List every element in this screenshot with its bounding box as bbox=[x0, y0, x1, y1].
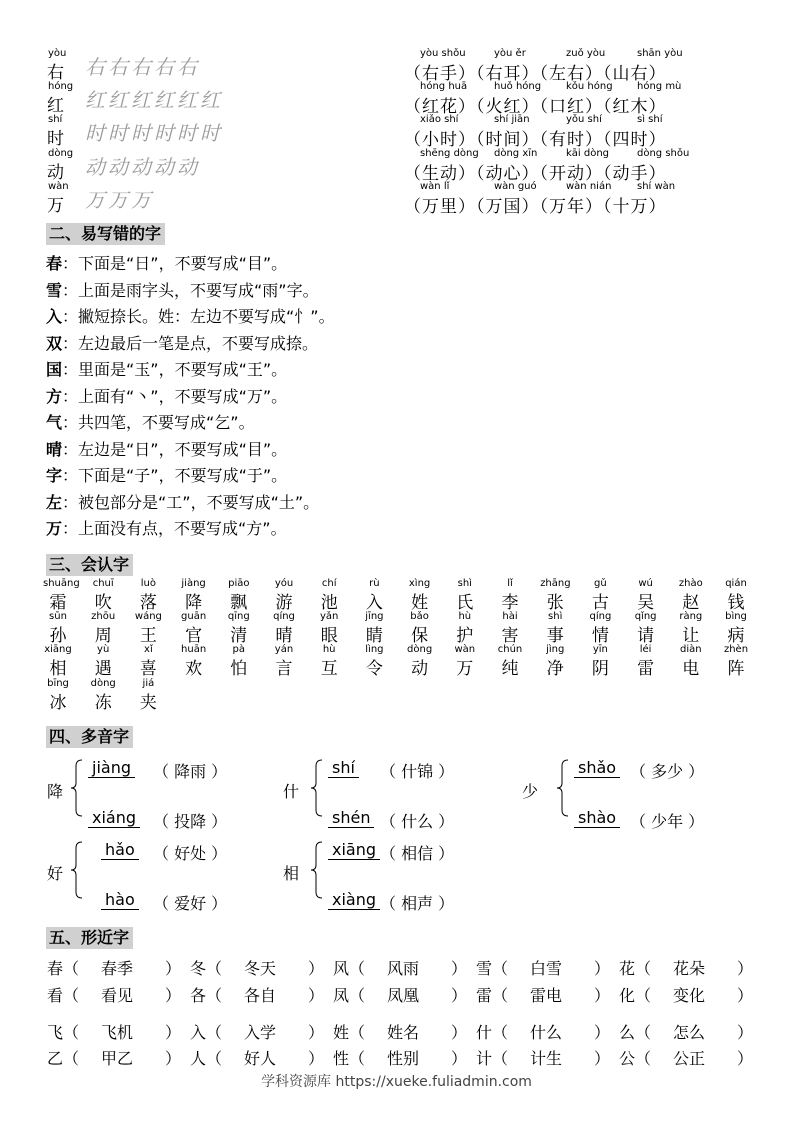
similar-close: ） bbox=[594, 959, 611, 978]
polyphonic-char: 相 bbox=[283, 864, 300, 883]
char-main: 动 bbox=[47, 163, 64, 183]
similar-close: ） bbox=[308, 1049, 325, 1068]
recognize-char: 池 bbox=[320, 593, 338, 613]
similar-close: ） bbox=[165, 986, 182, 1005]
recognize-char: 晴 bbox=[275, 626, 293, 646]
brace-icon bbox=[310, 758, 324, 818]
similar-close: ） bbox=[737, 959, 754, 978]
rule-text: ：下面是“子”，不要写成“于”。 bbox=[62, 466, 288, 485]
recognize-char: 动 bbox=[411, 659, 429, 679]
word-group: （生动）（动心）（开动）（动手） bbox=[404, 164, 667, 184]
recognize-char: 纯 bbox=[501, 659, 519, 679]
recognize-pinyin: qǐng bbox=[634, 611, 657, 622]
char-trace: 万万万 bbox=[85, 188, 154, 212]
section-title-easy-wrong: 二、易写错的字 bbox=[46, 223, 165, 245]
footer-source: 学科资源库 https://xueke.fuliadmin.com bbox=[261, 1074, 532, 1090]
recognize-char: 入 bbox=[365, 593, 383, 613]
rule-text: ：撇短捺长。姓：左边不要写成“忄”。 bbox=[62, 307, 335, 326]
recognize-char: 令 bbox=[365, 659, 383, 679]
recognize-char: 欢 bbox=[185, 659, 203, 679]
recognize-char: 净 bbox=[546, 659, 564, 679]
recognize-pinyin: diàn bbox=[680, 644, 702, 655]
recognize-char: 请 bbox=[637, 626, 655, 646]
word-pinyin: shān yòu bbox=[637, 48, 683, 59]
recognize-pinyin: lìng bbox=[365, 644, 384, 655]
recognize-char: 氏 bbox=[456, 593, 474, 613]
rule-char: 左 bbox=[46, 492, 63, 512]
rule-text: ：上面是雨字头，不要写成“雨”字。 bbox=[62, 280, 319, 300]
recognize-pinyin: chí bbox=[321, 578, 337, 589]
word-pinyin: kǒu hóng bbox=[566, 81, 613, 92]
recognize-pinyin: bìng bbox=[725, 611, 747, 622]
rule-char: 入 bbox=[46, 307, 63, 326]
recognize-pinyin: shì bbox=[548, 611, 563, 622]
similar-char: 姓（ bbox=[333, 1023, 366, 1042]
word-pinyin: shí wàn bbox=[637, 181, 676, 192]
similar-char: 雪（ bbox=[476, 959, 509, 978]
recognize-char: 冻 bbox=[94, 693, 112, 713]
recognize-pinyin: yǎn bbox=[319, 611, 339, 622]
polyphonic-pinyin-top: shí bbox=[328, 758, 359, 778]
section-title-recognize: 三、会认字 bbox=[46, 554, 133, 576]
similar-word: 怎么 bbox=[673, 1023, 706, 1042]
rule-char: 雪 bbox=[46, 280, 63, 300]
recognize-pinyin: bǎo bbox=[410, 611, 429, 622]
rule-line bbox=[46, 463, 287, 486]
rule-char: 双 bbox=[46, 333, 63, 353]
polyphonic-pinyin-top: jiàng bbox=[88, 758, 135, 778]
recognize-pinyin: léi bbox=[639, 644, 652, 655]
recognize-pinyin: hài bbox=[502, 611, 518, 622]
brace-icon bbox=[556, 758, 570, 818]
similar-char: 公（ bbox=[619, 1049, 652, 1068]
polyphonic-word-top: （ 降雨 ） bbox=[153, 762, 228, 781]
recognize-char: 吹 bbox=[94, 593, 112, 613]
polyphonic-word-bottom: （ 相声 ） bbox=[380, 894, 455, 913]
recognize-pinyin: zhāng bbox=[540, 578, 571, 589]
recognize-char: 钱 bbox=[727, 593, 745, 613]
recognize-char: 眼 bbox=[320, 626, 338, 646]
polyphonic-word-bottom: （ 投降 ） bbox=[153, 812, 228, 831]
recognize-pinyin: xǐ bbox=[144, 644, 153, 655]
polyphonic-pinyin-bottom: xiáng bbox=[88, 808, 140, 828]
word-group: （万里）（万国）（万年）（十万） bbox=[404, 197, 667, 217]
char-main: 时 bbox=[47, 129, 64, 149]
recognize-char: 夹 bbox=[139, 693, 157, 713]
word-pinyin: yòu shǒu bbox=[420, 48, 466, 59]
recognize-pinyin: wáng bbox=[134, 611, 162, 622]
word-pinyin: yòu ěr bbox=[494, 48, 526, 59]
recognize-char: 冰 bbox=[49, 693, 67, 713]
recognize-char: 落 bbox=[139, 593, 157, 613]
similar-word: 好人 bbox=[244, 1049, 277, 1068]
similar-close: ） bbox=[451, 959, 468, 978]
recognize-pinyin: dòng bbox=[90, 678, 116, 689]
recognize-pinyin: ràng bbox=[679, 611, 703, 622]
rule-line bbox=[46, 304, 335, 327]
similar-close: ） bbox=[451, 1049, 468, 1068]
rule-char: 国 bbox=[46, 360, 63, 379]
section-title-polyphonic: 四、多音字 bbox=[46, 726, 133, 748]
recognize-char: 睛 bbox=[365, 626, 383, 646]
similar-close: ） bbox=[165, 1049, 182, 1068]
word-group: （右手）（右耳）（左右）（山右） bbox=[404, 64, 667, 84]
recognize-pinyin: chún bbox=[497, 644, 523, 655]
recognize-char: 护 bbox=[456, 626, 474, 646]
recognize-pinyin: qián bbox=[725, 578, 747, 589]
recognize-char: 言 bbox=[275, 659, 293, 679]
recognize-pinyin: qíng bbox=[273, 611, 295, 622]
recognize-char: 电 bbox=[682, 659, 700, 679]
word-pinyin: hóng mù bbox=[637, 81, 682, 92]
similar-word: 性别 bbox=[387, 1049, 420, 1068]
rule-line bbox=[46, 410, 255, 433]
char-pinyin: shí bbox=[48, 114, 63, 125]
similar-char: 各（ bbox=[190, 986, 223, 1005]
similar-word: 甲乙 bbox=[101, 1049, 134, 1068]
rule-char: 方 bbox=[46, 386, 63, 406]
similar-close: ） bbox=[737, 986, 754, 1005]
similar-char: 乙（ bbox=[47, 1049, 80, 1068]
recognize-char: 张 bbox=[546, 593, 564, 613]
char-main: 万 bbox=[47, 196, 64, 216]
section-title-similar: 五、形近字 bbox=[46, 927, 133, 949]
recognize-pinyin: yóu bbox=[274, 578, 294, 589]
word-pinyin: wàn nián bbox=[566, 181, 612, 192]
polyphonic-word-top: （ 好处 ） bbox=[153, 844, 228, 863]
polyphonic-char: 降 bbox=[47, 782, 64, 801]
recognize-pinyin: wàn bbox=[454, 644, 476, 655]
polyphonic-pinyin-bottom: xiàng bbox=[328, 890, 380, 910]
polyphonic-char: 少 bbox=[522, 782, 539, 801]
recognize-char: 万 bbox=[456, 659, 474, 679]
recognize-char: 阵 bbox=[727, 659, 745, 679]
similar-char: 凤（ bbox=[333, 986, 366, 1005]
similar-char: 人（ bbox=[190, 1049, 223, 1068]
polyphonic-word-bottom: （ 爱好 ） bbox=[153, 894, 228, 913]
word-pinyin: zuǒ yòu bbox=[566, 48, 606, 59]
recognize-pinyin: piāo bbox=[228, 578, 250, 589]
recognize-char: 周 bbox=[94, 626, 112, 646]
word-group: （红花）（火红）（口红）（红木） bbox=[404, 97, 667, 117]
recognize-pinyin: hù bbox=[458, 611, 472, 622]
similar-close: ） bbox=[594, 1049, 611, 1068]
recognize-pinyin: zhào bbox=[678, 578, 703, 589]
similar-char: 性（ bbox=[333, 1049, 366, 1068]
polyphonic-pinyin-top: hǎo bbox=[101, 840, 139, 860]
word-pinyin: wàn lǐ bbox=[420, 181, 450, 192]
char-pinyin: dòng bbox=[48, 148, 74, 159]
recognize-pinyin: qīng bbox=[227, 611, 250, 622]
word-pinyin: huǒ hóng bbox=[494, 81, 542, 92]
rule-text: ：里面是“玉”，不要写成“王”。 bbox=[62, 360, 288, 379]
recognize-char: 霜 bbox=[49, 593, 67, 613]
word-pinyin: kāi dòng bbox=[566, 148, 610, 159]
recognize-pinyin: dòng bbox=[407, 644, 433, 655]
recognize-char: 吴 bbox=[637, 593, 655, 613]
rule-line bbox=[46, 490, 319, 513]
recognize-pinyin: zhèn bbox=[723, 644, 749, 655]
brace-icon bbox=[70, 840, 84, 900]
similar-word: 变化 bbox=[673, 986, 706, 1005]
rule-line bbox=[46, 437, 287, 460]
similar-char: 花（ bbox=[619, 959, 652, 978]
similar-word: 冬天 bbox=[244, 959, 277, 978]
similar-close: ） bbox=[165, 1023, 182, 1042]
recognize-pinyin: bīng bbox=[47, 678, 69, 689]
polyphonic-char: 好 bbox=[47, 864, 64, 883]
recognize-char: 阴 bbox=[591, 659, 609, 679]
similar-char: 冬（ bbox=[190, 959, 223, 978]
rule-line bbox=[46, 357, 287, 380]
recognize-char: 官 bbox=[185, 626, 203, 646]
similar-char: 风（ bbox=[333, 959, 366, 978]
recognize-char: 孙 bbox=[49, 626, 67, 646]
polyphonic-word-top: （ 什锦 ） bbox=[380, 762, 455, 781]
char-trace: 时时时时时时 bbox=[85, 121, 223, 145]
recognize-char: 遇 bbox=[94, 659, 112, 679]
recognize-pinyin: gǔ bbox=[594, 578, 607, 589]
recognize-char: 事 bbox=[546, 626, 564, 646]
similar-char: 化（ bbox=[619, 986, 652, 1005]
word-pinyin: shēng dòng bbox=[420, 148, 479, 159]
recognize-char: 害 bbox=[501, 626, 519, 646]
char-main: 红 bbox=[47, 96, 64, 116]
polyphonic-char: 什 bbox=[283, 782, 300, 801]
recognize-pinyin: zhōu bbox=[91, 611, 116, 622]
rule-char: 气 bbox=[46, 413, 63, 432]
similar-close: ） bbox=[737, 1023, 754, 1042]
recognize-pinyin: xìng bbox=[408, 578, 431, 589]
polyphonic-pinyin-bottom: shào bbox=[574, 808, 620, 828]
recognize-char: 让 bbox=[682, 626, 700, 646]
similar-close: ） bbox=[308, 1023, 325, 1042]
recognize-char: 清 bbox=[230, 626, 248, 646]
word-pinyin: sì shí bbox=[637, 114, 663, 125]
char-trace: 红红红红红红 bbox=[85, 88, 223, 112]
similar-word: 春季 bbox=[101, 959, 134, 978]
char-main: 右 bbox=[47, 63, 64, 83]
recognize-char: 古 bbox=[591, 593, 609, 613]
recognize-char: 降 bbox=[185, 593, 203, 613]
similar-close: ） bbox=[451, 1023, 468, 1042]
recognize-pinyin: yīn bbox=[592, 644, 608, 655]
rule-text: ：被包部分是“工”，不要写成“土”。 bbox=[62, 492, 320, 512]
recognize-pinyin: lǐ bbox=[507, 578, 513, 589]
word-pinyin: hóng huā bbox=[420, 81, 468, 92]
similar-char: 飞（ bbox=[47, 1023, 80, 1042]
recognize-pinyin: yán bbox=[274, 644, 294, 655]
similar-close: ） bbox=[308, 959, 325, 978]
rule-char: 晴 bbox=[46, 439, 63, 459]
word-pinyin: wàn guó bbox=[494, 181, 537, 192]
similar-close: ） bbox=[594, 1023, 611, 1042]
recognize-char: 赵 bbox=[682, 593, 700, 613]
similar-word: 花朵 bbox=[673, 959, 706, 978]
similar-close: ） bbox=[308, 986, 325, 1005]
similar-word: 什么 bbox=[530, 1023, 563, 1042]
recognize-char: 姓 bbox=[411, 593, 429, 613]
similar-word: 看见 bbox=[101, 986, 134, 1005]
rule-text: ：下面是“日”，不要写成“目”。 bbox=[62, 254, 288, 273]
recognize-pinyin: rù bbox=[369, 578, 380, 589]
word-group: （小时）（时间）（有时）（四时） bbox=[404, 130, 667, 150]
recognize-pinyin: sūn bbox=[49, 611, 67, 622]
recognize-pinyin: huān bbox=[181, 644, 207, 655]
similar-word: 雷电 bbox=[530, 986, 563, 1005]
similar-close: ） bbox=[737, 1049, 754, 1068]
similar-close: ） bbox=[451, 986, 468, 1005]
polyphonic-word-bottom: （ 什么 ） bbox=[380, 812, 455, 831]
rule-line bbox=[46, 251, 287, 274]
similar-close: ） bbox=[165, 959, 182, 978]
polyphonic-word-top: （ 多少 ） bbox=[630, 762, 705, 781]
recognize-char: 相 bbox=[49, 659, 67, 679]
recognize-pinyin: guān bbox=[181, 611, 207, 622]
similar-char: 什（ bbox=[476, 1023, 509, 1042]
polyphonic-word-bottom: （ 少年 ） bbox=[630, 812, 705, 831]
polyphonic-pinyin-bottom: hào bbox=[101, 890, 139, 910]
char-pinyin: wàn bbox=[48, 181, 69, 192]
recognize-pinyin: pà bbox=[232, 644, 246, 655]
brace-icon bbox=[70, 758, 84, 818]
recognize-pinyin: jiá bbox=[142, 678, 155, 689]
rule-text: ：上面没有点，不要写成“方”。 bbox=[62, 519, 287, 538]
recognize-char: 李 bbox=[501, 593, 519, 613]
rule-char: 春 bbox=[46, 254, 63, 273]
recognize-char: 王 bbox=[139, 626, 157, 646]
recognize-char: 情 bbox=[591, 626, 609, 646]
recognize-pinyin: xiāng bbox=[44, 644, 72, 655]
similar-word: 各自 bbox=[244, 986, 277, 1005]
similar-char: 计（ bbox=[476, 1049, 509, 1068]
similar-word: 白雪 bbox=[530, 959, 563, 978]
similar-word: 凤凰 bbox=[387, 986, 420, 1005]
recognize-pinyin: shuāng bbox=[43, 578, 80, 589]
recognize-char: 病 bbox=[727, 626, 745, 646]
similar-char: 雷（ bbox=[476, 986, 509, 1005]
polyphonic-pinyin-bottom: shén bbox=[328, 808, 374, 828]
similar-word: 公正 bbox=[673, 1049, 706, 1068]
rule-line bbox=[46, 278, 319, 301]
similar-word: 风雨 bbox=[387, 959, 420, 978]
recognize-char: 雷 bbox=[637, 659, 655, 679]
rule-char: 万 bbox=[46, 519, 63, 538]
recognize-pinyin: chuī bbox=[92, 578, 114, 589]
recognize-char: 保 bbox=[411, 626, 429, 646]
char-pinyin: yòu bbox=[48, 48, 67, 59]
polyphonic-pinyin-top: shǎo bbox=[574, 758, 620, 778]
similar-word: 飞机 bbox=[101, 1023, 134, 1042]
word-pinyin: dòng xīn bbox=[494, 148, 538, 159]
recognize-pinyin: hù bbox=[322, 644, 336, 655]
word-pinyin: dòng shǒu bbox=[637, 148, 690, 159]
polyphonic-pinyin-top: xiāng bbox=[328, 840, 380, 860]
recognize-pinyin: luò bbox=[140, 578, 156, 589]
rule-line bbox=[46, 331, 318, 354]
recognize-pinyin: jiàng bbox=[181, 578, 206, 589]
similar-close: ） bbox=[594, 986, 611, 1005]
similar-char: 看（ bbox=[47, 986, 80, 1005]
word-pinyin: shí jiān bbox=[494, 114, 530, 125]
rule-line bbox=[46, 516, 287, 539]
similar-char: 春（ bbox=[47, 959, 80, 978]
similar-word: 入学 bbox=[244, 1023, 277, 1042]
recognize-pinyin: jīng bbox=[365, 611, 384, 622]
recognize-pinyin: shì bbox=[457, 578, 472, 589]
rule-text: ：左边最后一笔是点，不要写成捺。 bbox=[62, 333, 319, 353]
similar-char: 入（ bbox=[190, 1023, 223, 1042]
rule-text: ：上面有“丶”，不要写成“万”。 bbox=[62, 386, 288, 406]
brace-icon bbox=[310, 840, 324, 900]
recognize-pinyin: wú bbox=[638, 578, 653, 589]
rule-text: ：左边是“日”，不要写成“目”。 bbox=[62, 439, 288, 459]
recognize-pinyin: jìng bbox=[546, 644, 565, 655]
similar-word: 姓名 bbox=[387, 1023, 420, 1042]
recognize-char: 喜 bbox=[139, 659, 157, 679]
word-pinyin: xiǎo shí bbox=[420, 114, 459, 125]
word-pinyin: yǒu shí bbox=[566, 114, 602, 125]
rule-line bbox=[46, 384, 287, 407]
rule-char: 字 bbox=[46, 466, 63, 485]
recognize-char: 飘 bbox=[230, 593, 248, 613]
similar-char: 么（ bbox=[619, 1023, 652, 1042]
polyphonic-word-top: （ 相信 ） bbox=[380, 844, 455, 863]
char-trace: 动动动动动 bbox=[85, 155, 200, 179]
recognize-char: 互 bbox=[320, 659, 338, 679]
char-pinyin: hóng bbox=[48, 81, 74, 92]
recognize-char: 游 bbox=[275, 593, 293, 613]
rule-text: ：共四笔，不要写成“乞”。 bbox=[62, 413, 255, 432]
recognize-char: 怕 bbox=[230, 659, 248, 679]
char-trace: 右右右右右 bbox=[85, 55, 200, 79]
recognize-pinyin: qíng bbox=[589, 611, 612, 622]
similar-word: 计生 bbox=[530, 1049, 563, 1068]
recognize-pinyin: yù bbox=[97, 644, 110, 655]
